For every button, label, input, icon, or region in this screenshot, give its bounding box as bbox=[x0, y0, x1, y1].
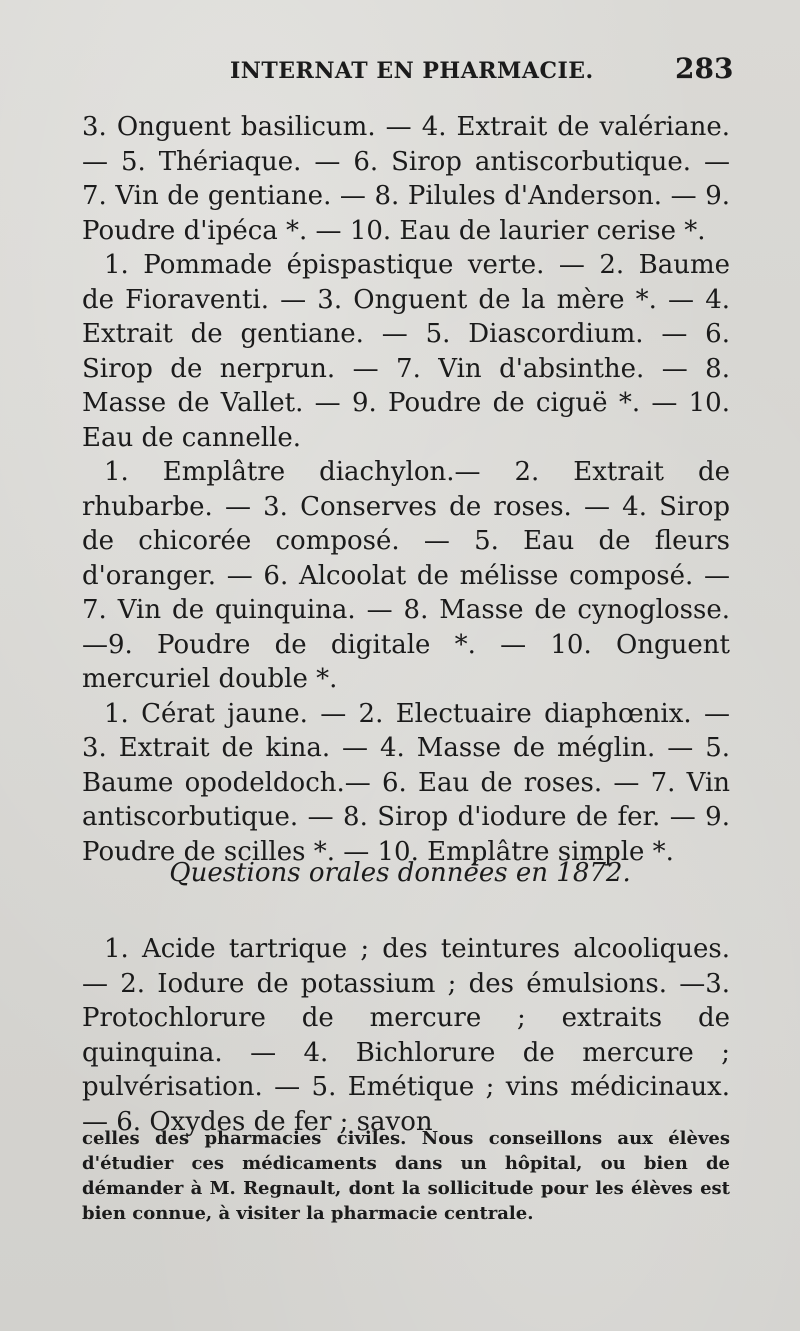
questions-paragraph: 1. Acide tartrique ; des teintures alcooliques. — 2. Iodure de potassium ; des émulsions. —3. Protochlorure de mercure ; extraits de quinquina. — 4. Bichlorure de mercure ; pulvérisation. — 5. Emétique ; vins médicinaux. — 6. Oxydes de fer ; savon bbox=[82, 934, 730, 1137]
footnote: celles des pharmacies civiles. Nous conseillons aux élèves d'étudier ces médicaments dans un hôpital, ou bien de démander à M. Regnault, dont la sollicitude pour les élèves est bien connue, à visiter la pharmacie centrale. bbox=[82, 1128, 730, 1224]
section-title: Questions orales données en 1872. bbox=[169, 858, 631, 888]
running-header: INTERNAT EN PHARMACIE. bbox=[230, 58, 594, 84]
paragraph: 1. Cérat jaune. — 2. Electuaire diaphœnix. — 3. Extrait de kina. — 4. Masse de méglin. — 5. Baume opodeldoch.— 6. Eau de roses. — 7. Vin antiscorbutique. — 8. Sirop d'iodure de fer. — 9. Poudre de scilles *. — 10. Emplâtre simple *. bbox=[82, 698, 730, 867]
paragraph: 3. Onguent basilicum. — 4. Extrait de valériane. — 5. Thériaque. — 6. Sirop antiscorbutique. — 7. Vin de gentiane. — 8. Pilules d'Anderson. — 9. Poudre d'ipéca *. — 10. Eau de laurier cerise *. bbox=[82, 112, 730, 246]
paragraph: 1. Emplâtre diachylon.— 2. Extrait de rhubarbe. — 3. Conserves de roses. — 4. Sirop de chicorée composé. — 5. Eau de fleurs d'oranger. — 6. Alcoolat de mélisse composé. — 7. Vin de quinquina. — 8. Masse de cynoglosse.—9. Poudre de digitale *. — 10. Onguent mercuriel double *. bbox=[82, 457, 730, 694]
page-number: 283 bbox=[675, 52, 734, 85]
main-text bbox=[82, 110, 730, 869]
paragraph: 1. Pommade épispastique verte. — 2. Baume de Fioraventi. — 3. Onguent de la mère *. — 4. Extrait de gentiane. — 5. Diascordium. — 6. Sirop de nerprun. — 7. Vin d'absinthe. — 8. Masse de Vallet. — 9. Poudre de ciguë *. — 10. Eau de cannelle. bbox=[82, 250, 730, 453]
